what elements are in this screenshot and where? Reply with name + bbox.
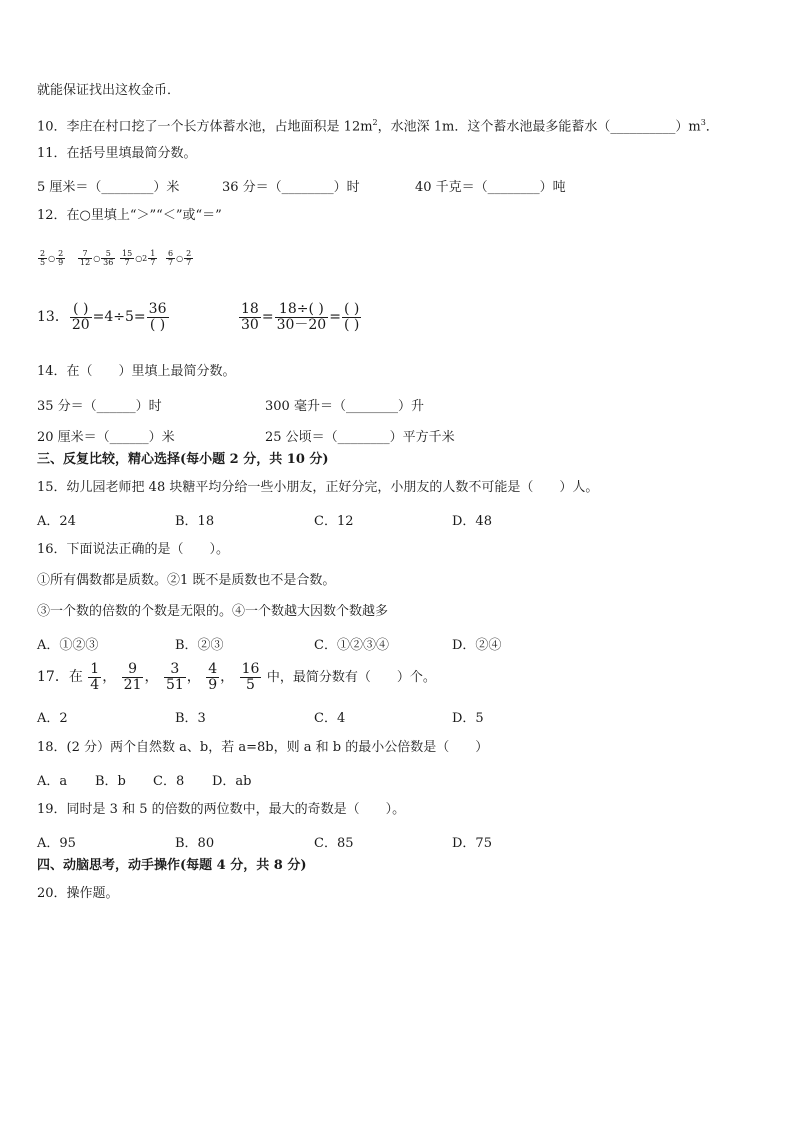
q17-option-a: A．2 xyxy=(37,711,68,726)
q13-f4-num: 18÷( ) xyxy=(275,302,329,318)
q12-p3-b-num: 1 xyxy=(150,249,156,258)
q14-item-3: 20 厘米＝（______）米 xyxy=(37,430,175,445)
intro-line: 就能保证找出这枚金币． xyxy=(37,83,181,98)
q14-item-2: 300 毫升＝（________）升 xyxy=(265,399,424,414)
q12-pair-2 xyxy=(77,250,116,268)
q13-f1-den: 20 xyxy=(71,316,90,333)
q11-item-2: 36 分＝（________）时 xyxy=(222,180,360,195)
question-18: 18．(2 分）两个自然数 a、b，若 a=8b，则 a 和 b 的最小公倍数是（ ） xyxy=(37,740,489,755)
q15-option-b: B．18 xyxy=(175,514,215,529)
q17-tail: 中，最简分数有（ ）个。 xyxy=(266,670,436,686)
q17-sep-2: ， xyxy=(144,669,159,686)
q12-p3-a-den: 7 xyxy=(124,258,130,268)
q11-item-3: 40 千克＝（________）吨 xyxy=(415,180,566,195)
question-16: 16．下面说法正确的是（ ）。 xyxy=(37,542,230,557)
q16-option-b: B．②③ xyxy=(175,638,224,653)
q13-f4-den: 30－20 xyxy=(276,316,327,333)
q16-option-d: D．②④ xyxy=(452,638,502,653)
q12-p2-b-num: 5 xyxy=(101,250,115,259)
q13-f1-num: ( ) xyxy=(70,302,92,318)
q12-p2-a-num: 7 xyxy=(78,250,92,259)
q11-item-1: 5 厘米＝（________）米 xyxy=(37,180,180,195)
question-19: 19．同时是 3 和 5 的倍数的两位数中，最大的奇数是（ ）。 xyxy=(37,802,406,817)
q12-p2-circle: ○ xyxy=(93,253,101,263)
q12-p3-b-whole: 2 xyxy=(142,253,148,263)
q12-p4-b-num: 2 xyxy=(186,249,192,258)
q16-option-a: A．①②③ xyxy=(37,638,99,653)
q18-option-b: B．b xyxy=(95,774,126,789)
q17-sep-1: ， xyxy=(102,669,117,686)
q12-p1-a-den: 5 xyxy=(40,258,46,268)
q19-option-b: B．80 xyxy=(175,836,215,851)
q14-item-4: 25 公顷＝（________）平方千米 xyxy=(265,430,455,445)
question-13 xyxy=(37,302,170,332)
q13-mid: =4÷5= xyxy=(92,309,146,326)
q17-sep-4: ， xyxy=(220,669,235,686)
q12-p1-b-num: 2 xyxy=(58,249,64,258)
q14-item-1: 35 分＝（______）时 xyxy=(37,399,162,414)
q12-p3-b-den: 7 xyxy=(150,258,156,268)
q19-option-a: A．95 xyxy=(37,836,76,851)
q12-pair-3 xyxy=(119,250,158,268)
q13-eq2: = xyxy=(329,309,341,326)
q17-sep-3: ， xyxy=(186,669,201,686)
question-20: 20．操作题。 xyxy=(37,886,119,901)
q17-label: 17．在 xyxy=(37,669,83,686)
q16-statement-line-2: ③一个数的倍数的个数是无限的。④一个数越大因数个数越多 xyxy=(37,604,389,619)
q13-f2-num: 36 xyxy=(148,301,167,317)
q19-option-c: C．85 xyxy=(314,836,354,851)
q10-text-end: ． xyxy=(705,119,719,135)
q17-f5-den: 5 xyxy=(246,676,255,693)
section-4-heading: 四、动脑思考，动手操作(每题 4 分，共 8 分) xyxy=(37,858,307,873)
question-12-title: 12．在○里填上“＞”“＜”或“＝” xyxy=(37,208,222,223)
q13-f5-num: ( ) xyxy=(343,301,360,317)
q17-f5-num: 16 xyxy=(241,661,260,677)
q13-eq1: = xyxy=(261,309,274,326)
q12-p1-a-num: 2 xyxy=(40,249,46,258)
q18-option-d: D．ab xyxy=(212,774,252,789)
q17-f4-num: 4 xyxy=(208,661,218,677)
q12-p4-circle: ○ xyxy=(176,253,184,263)
q13-f3-num: 18 xyxy=(241,301,259,317)
q17-option-d: D．5 xyxy=(452,711,484,726)
q17-f2-num: 9 xyxy=(122,662,144,678)
question-13-second xyxy=(238,302,362,332)
q16-option-c: C．①②③④ xyxy=(314,638,389,653)
q13-f3-den: 30 xyxy=(241,316,259,333)
section-3-heading: 三、反复比较，精心选择(每小题 2 分，共 10 分) xyxy=(37,452,329,467)
question-15: 15．幼儿园老师把 48 块糖平均分给一些小朋友，正好分完，小朋友的人数不可能是（ ）人。 xyxy=(37,480,599,495)
question-14-title: 14．在（ ）里填上最简分数。 xyxy=(37,364,236,379)
q18-option-a: A．a xyxy=(37,774,68,789)
q19-option-d: D．75 xyxy=(452,836,492,851)
question-11-title: 11．在括号里填最简分数。 xyxy=(37,146,197,161)
q17-f1-num: 1 xyxy=(90,661,100,677)
q15-option-d: D．48 xyxy=(452,514,492,529)
q15-option-c: C．12 xyxy=(314,514,354,529)
q12-p3-a-num: 15 xyxy=(122,249,133,258)
q12-p4-b-den: 7 xyxy=(186,258,192,268)
q17-f3-num: 3 xyxy=(164,662,186,678)
q12-p4-a-den: 7 xyxy=(168,258,174,268)
q17-f3-den: 51 xyxy=(165,676,184,693)
q10-text-before: 10．李庄在村口挖了一个长方体蓄水池，占地面积是 12m xyxy=(37,119,373,135)
q15-option-a: A．24 xyxy=(37,514,76,529)
q12-p1-b-den: 9 xyxy=(58,258,64,268)
q17-option-b: B．3 xyxy=(175,711,206,726)
question-17 xyxy=(37,662,436,692)
q12-pair-1 xyxy=(37,250,66,268)
q13-label: 13． xyxy=(37,309,69,326)
q18-option-c: C．8 xyxy=(153,774,185,789)
q16-statement-line-1: ①所有偶数都是质数。②1 既不是质数也不是合数。 xyxy=(37,573,336,588)
q17-f2-den: 21 xyxy=(123,676,142,693)
q17-f1-den: 4 xyxy=(90,676,100,693)
question-10 xyxy=(37,114,719,136)
q10-sup1: 2 xyxy=(372,118,378,127)
q13-f2-den: ( ) xyxy=(149,316,166,333)
q10-text-mid: ，水池深 1m．这个蓄水池最多能蓄水（__________）m xyxy=(377,119,701,135)
q12-p4-a-num: 6 xyxy=(168,249,174,258)
q12-p2-b-den: 36 xyxy=(103,258,114,268)
q10-sup2: 3 xyxy=(700,118,706,127)
q12-p1-circle: ○ xyxy=(48,253,56,263)
q12-p2-a-den: 12 xyxy=(80,258,91,268)
q12-pair-4 xyxy=(165,250,194,268)
q17-option-c: C．4 xyxy=(314,711,346,726)
q17-f4-den: 9 xyxy=(208,676,218,693)
q12-p3-circle: ○ xyxy=(135,253,143,263)
q13-f5-den: ( ) xyxy=(343,316,360,333)
